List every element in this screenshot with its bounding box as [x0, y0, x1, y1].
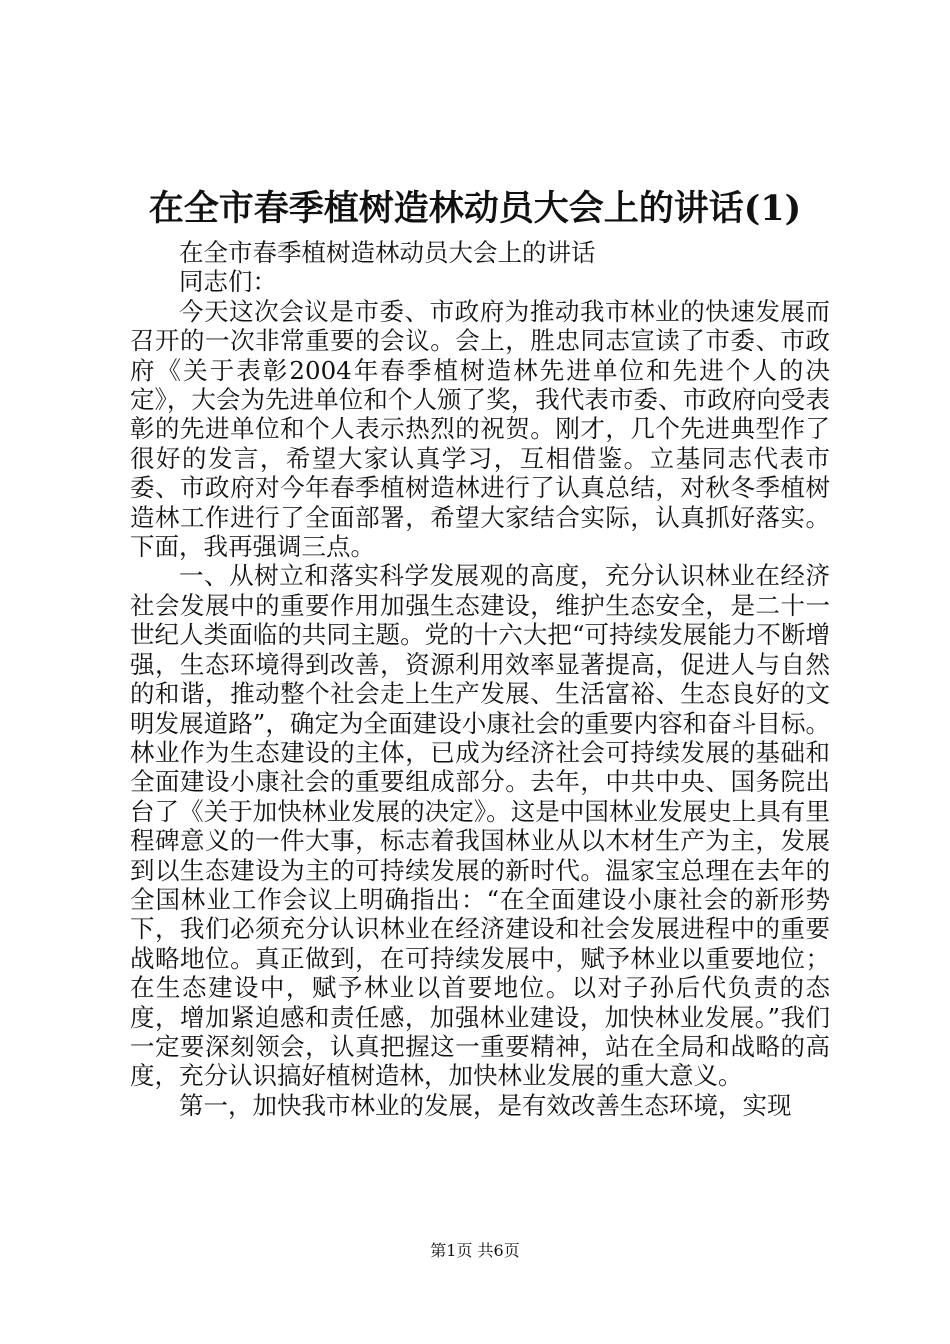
- body-paragraph: 第一，加快我市林业的发展，是有效改善生态环境，实现: [179, 1090, 792, 1120]
- page-footer: 第1页 共6页: [430, 1241, 520, 1260]
- body-paragraph: 一、从树立和落实科学发展观的高度，充分认识林业在经济社会发展中的重要作用加强生态建设，维护生态安全，是二十一世纪人类面临的共同主题。党的十六大把“可持续发展能力不断增强，生态环境得到改善，资源利用效率显著提高，促进人与自然的和谐，推动整个社会走上生产发展、生活富裕、生态良好的文明发展道路”，确定为全面建设小康社会的重要内容和奋斗目标。林业作为生态建设的主体，已成为经济社会可持续发展的基础和全面建设小康社会的重要组成部分。去年，中共中央、国务院出台了《关于加快林业发展的决定》。这是中国林业发展史上具有里程碑意义的一件大事，标志着我国林业从以木材生产为主，发展到以生态建设为主的可持续发展的新时代。温家宝总理在去年的全国林业工作会议上明确指出：“在全面建设小康社会的新形势下，我们必须充分认识林业在经济建设和社会发展进程中的重要战略地位。真正做到，在可持续发展中，赋予林业以重要地位；在生态建设中，赋予林业以首要地位。以对子孙后代负责的态度，增加紧迫感和责任感，加强林业建设，加快林业发展。”我们一定要深刻领会，认真把握这一重要精神，站在全局和战略的高度，充分认识搞好植树造林，加快林业发展的重大意义。: [130, 561, 830, 1091]
- body-paragraph: 今天这次会议是市委、市政府为推动我市林业的快速发展而召开的一次非常重要的会议。会上，胜忠同志宣读了市委、市政府《关于表彰2004年春季植树造林先进单位和先进个人的决定》，大会为先进单位和个人颁了奖，我代表市委、市政府向受表彰的先进单位和个人表示热烈的祝贺。刚才，几个先进典型作了很好的发言，希望大家认真学习，互相借鉴。立基同志代表市委、市政府对今年春季植树造林进行了认真总结，对秋冬季植树造林工作进行了全面部署，希望大家结合实际，认真抓好落实。下面，我再强调三点。: [130, 296, 830, 562]
- salutation-paragraph: 同志们：: [179, 267, 277, 297]
- document-title: 在全市春季植树造林动员大会上的讲话(1): [148, 188, 802, 229]
- document-body: [130, 238, 830, 1120]
- subtitle-paragraph: 在全市春季植树造林动员大会上的讲话: [179, 238, 596, 267]
